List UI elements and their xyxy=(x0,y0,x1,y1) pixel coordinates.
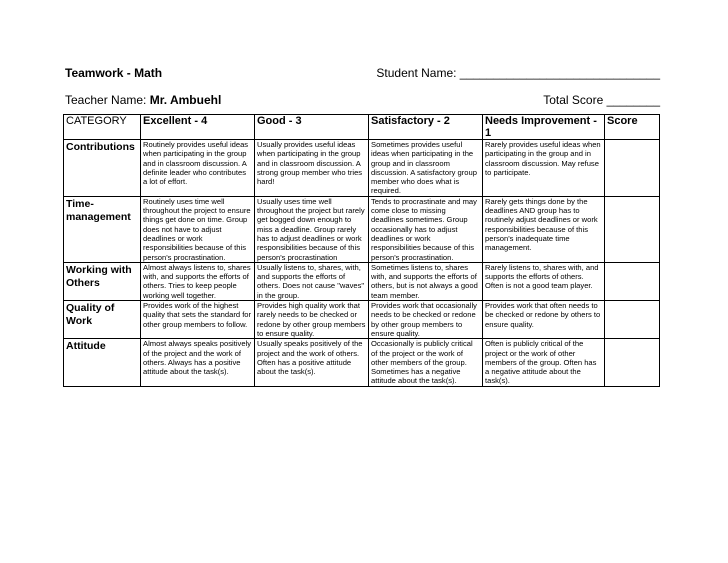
column-header: Good - 3 xyxy=(255,115,369,140)
column-header: Score xyxy=(605,115,660,140)
criteria-cell: Usually uses time well throughout the project but rarely get bogged down enough to miss a deadline. Group rarely has to adjust deadlines or work responsibilities because of this person's procrastination xyxy=(255,196,369,262)
criteria-cell: Rarely listens to, shares with, and supports the efforts of others. Often is not a good team player. xyxy=(483,262,605,300)
total-score-field[interactable]: Total Score ________ xyxy=(543,93,660,107)
category-cell: Contributions xyxy=(64,140,141,197)
table-row xyxy=(64,301,660,339)
category-cell: Attitude xyxy=(64,339,141,386)
criteria-cell: Provides high quality work that rarely needs to be checked or redone by other group members to ensure quality. xyxy=(255,301,369,339)
score-cell[interactable] xyxy=(605,196,660,262)
student-name-field[interactable]: Student Name: ______________________________ xyxy=(376,66,660,80)
table-row xyxy=(64,339,660,386)
category-cell: Time-management xyxy=(64,196,141,262)
column-header: Excellent - 4 xyxy=(141,115,255,140)
criteria-cell: Often is publicly critical of the project or the work of other members of the group. Often has a negative attitude about the task(s). xyxy=(483,339,605,386)
criteria-cell: Usually listens to, shares, with, and supports the efforts of others. Does not cause "waves" in the group. xyxy=(255,262,369,300)
criteria-cell: Provides work that occasionally needs to be checked or redone by other group members to ensure quality. xyxy=(369,301,483,339)
teacher-name: Mr. Ambuehl xyxy=(149,93,222,107)
table-row xyxy=(64,140,660,197)
column-header: Needs Improvement - 1 xyxy=(483,115,605,140)
criteria-cell: Routinely provides useful ideas when participating in the group and in classroom discussion. A definite leader who contributes a lot of effort. xyxy=(141,140,255,197)
criteria-cell: Almost always listens to, shares with, and supports the efforts of others. Tries to keep people working well together. xyxy=(141,262,255,300)
table-header-row xyxy=(64,115,660,140)
score-cell[interactable] xyxy=(605,262,660,300)
criteria-cell: Provides work that often needs to be checked or redone by others to ensure quality. xyxy=(483,301,605,339)
criteria-cell: Provides work of the highest quality that sets the standard for other group members to follow. xyxy=(141,301,255,339)
criteria-cell: Sometimes listens to, shares with, and supports the efforts of others, but is not always a good team member. xyxy=(369,262,483,300)
table-row xyxy=(64,262,660,300)
criteria-cell: Usually speaks positively of the project and the work of others. Often has a positive attitude about the task(s). xyxy=(255,339,369,386)
category-cell: Working with Others xyxy=(64,262,141,300)
teacher-label: Teacher Name: xyxy=(65,93,147,107)
teacher-line xyxy=(65,93,221,107)
page-title: Teamwork - Math xyxy=(65,66,163,80)
score-cell[interactable] xyxy=(605,339,660,386)
criteria-cell: Usually provides useful ideas when participating in the group and in classroom discussion. A strong group member who tries hard! xyxy=(255,140,369,197)
score-cell[interactable] xyxy=(605,140,660,197)
criteria-cell: Rarely gets things done by the deadlines AND group has to routinely adjust deadlines or work responsibilities because of this person's inadequate time management. xyxy=(483,196,605,262)
criteria-cell: Almost always speaks positively of the project and the work of others. Always has a positive attitude about the task(s). xyxy=(141,339,255,386)
criteria-cell: Tends to procrastinate and may come close to missing deadlines sometimes. Group occasionally has to adjust deadlines or work responsibilities because of this person's procrastination. xyxy=(369,196,483,262)
category-cell: Quality of Work xyxy=(64,301,141,339)
criteria-cell: Occasionally is publicly critical of the project or the work of other members of the group. Sometimes has a negative attitude about the task(s). xyxy=(369,339,483,386)
column-header: CATEGORY xyxy=(64,115,141,140)
table-row xyxy=(64,196,660,262)
score-cell[interactable] xyxy=(605,301,660,339)
criteria-cell: Rarely provides useful ideas when participating in the group and in classroom discussion. May refuse to participate. xyxy=(483,140,605,197)
rubric-table xyxy=(63,114,660,387)
column-header: Satisfactory - 2 xyxy=(369,115,483,140)
criteria-cell: Routinely uses time well throughout the project to ensure things get done on time. Group does not have to adjust deadlines or work responsibilities because of this person's procrastination. xyxy=(141,196,255,262)
criteria-cell: Sometimes provides useful ideas when participating in the group and in classroom discussion. A satisfactory group member who does what is required. xyxy=(369,140,483,197)
